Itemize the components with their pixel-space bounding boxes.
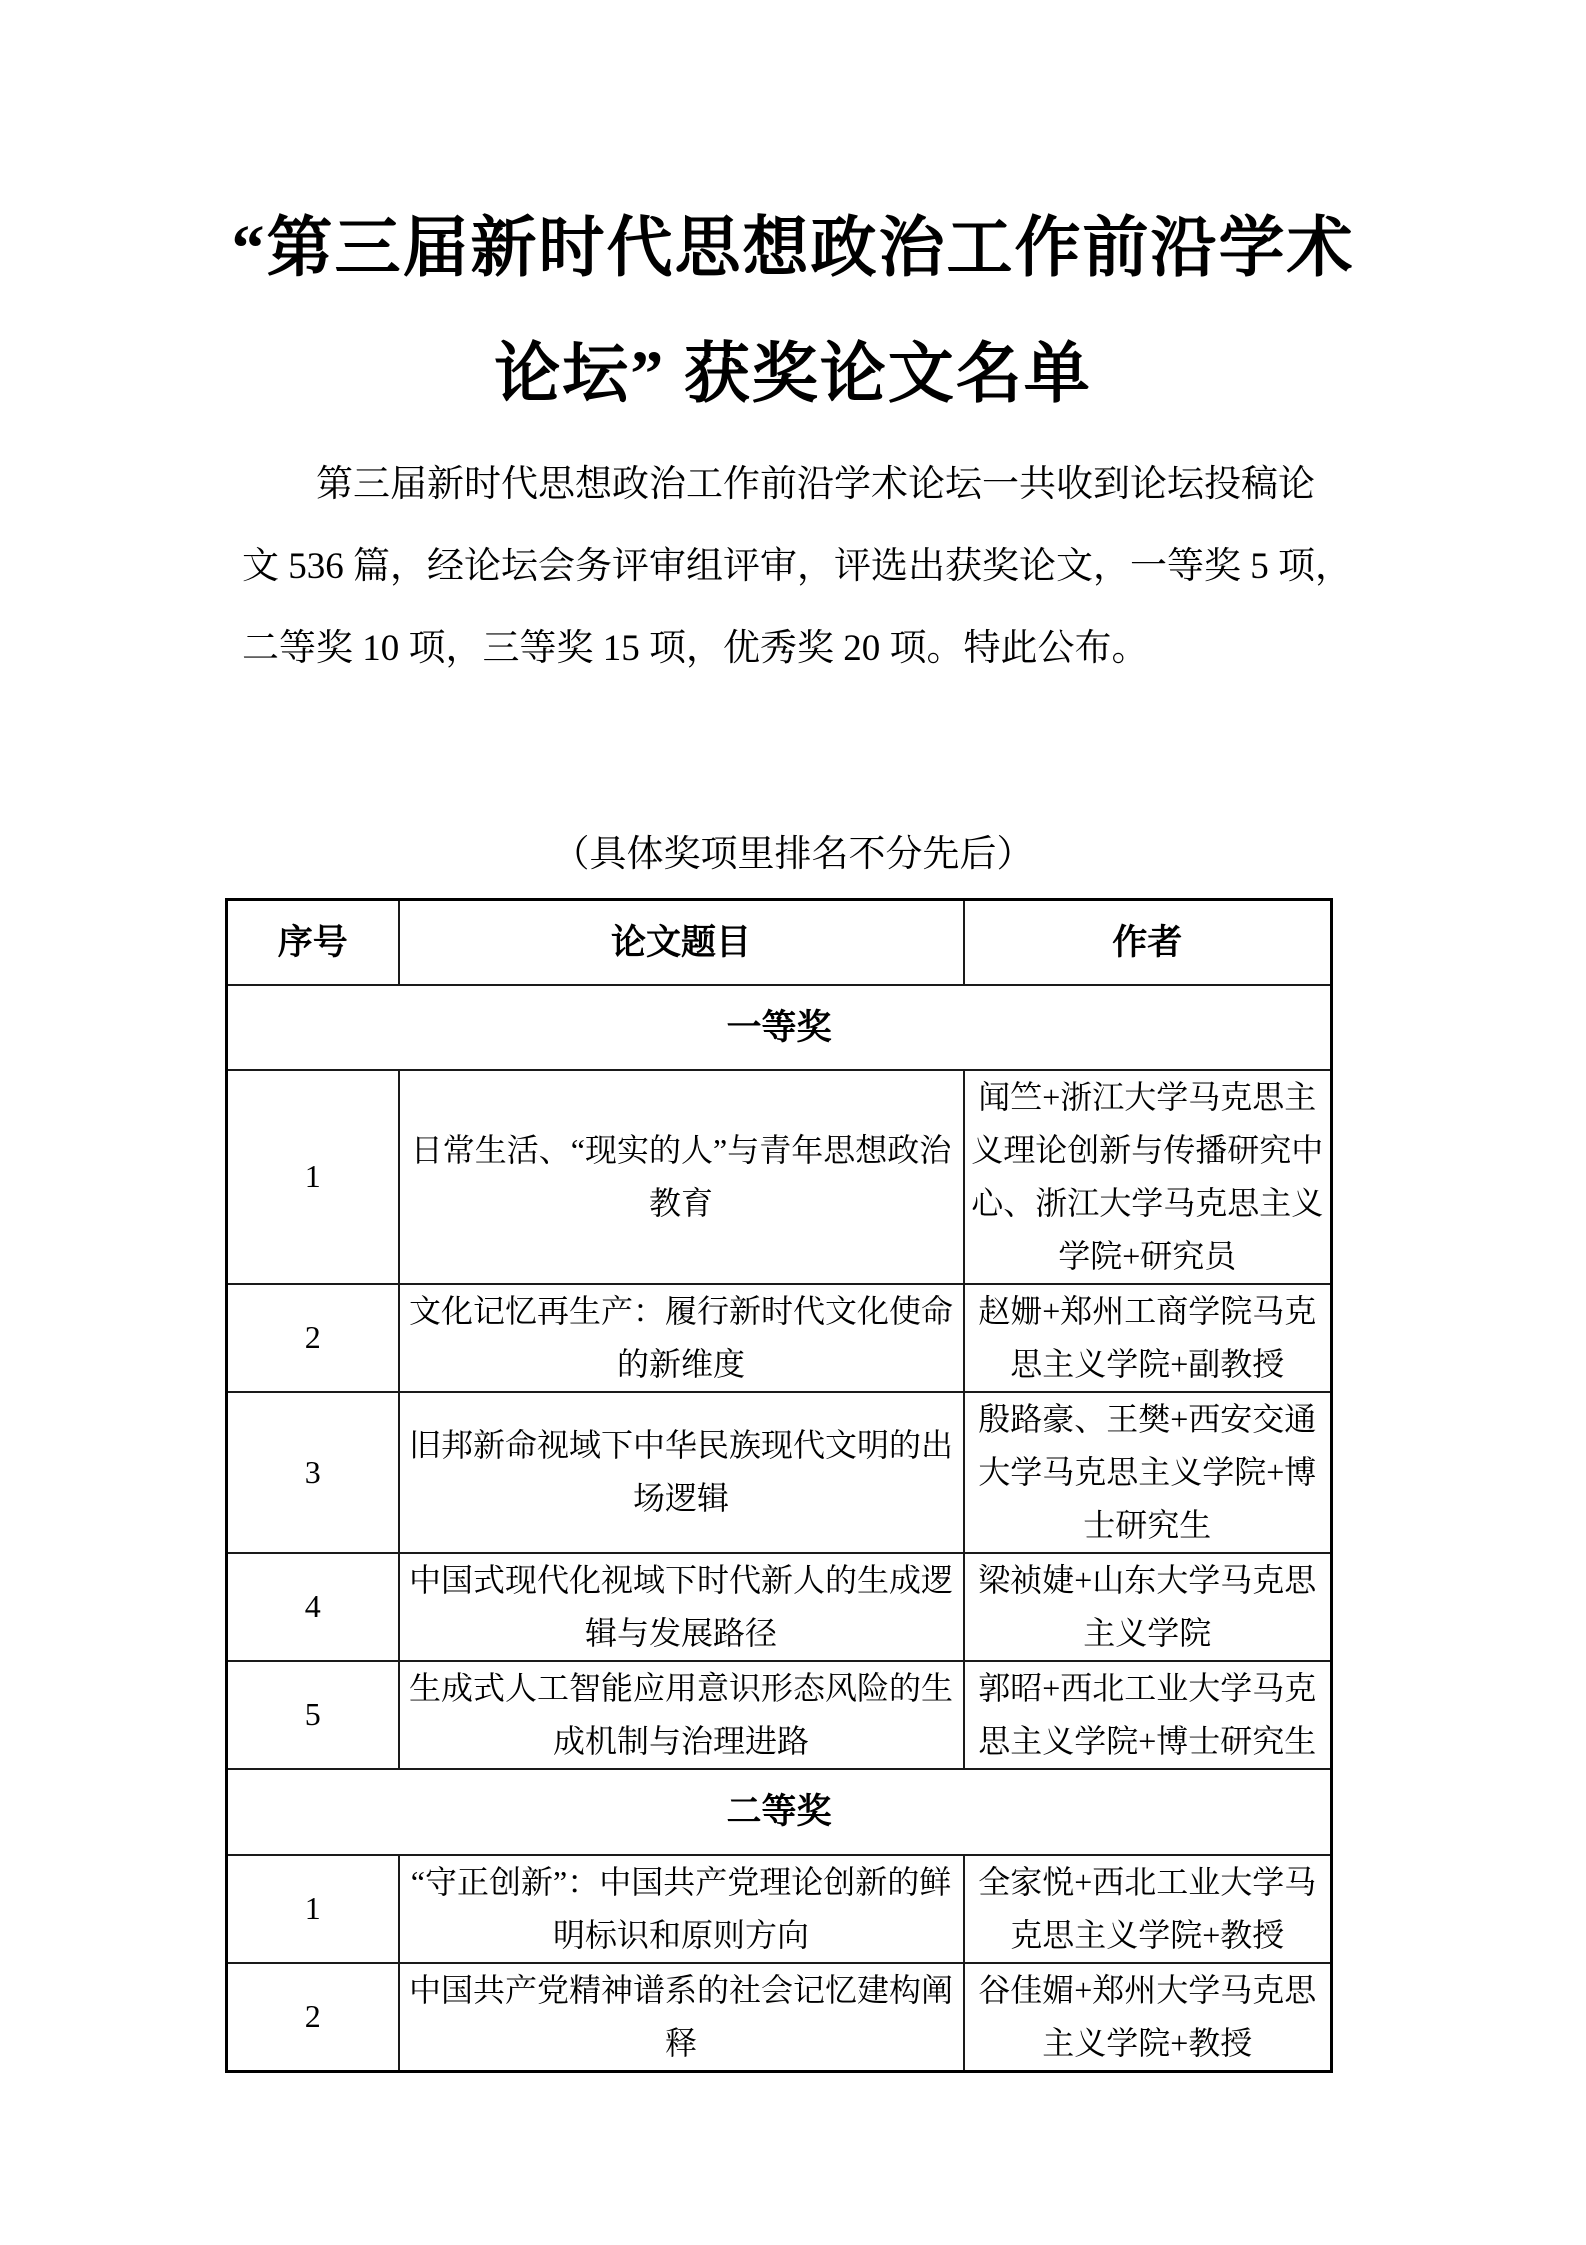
cell-title: 文化记忆再生产：履行新时代文化使命的新维度 [399, 1284, 964, 1392]
cell-title: 中国共产党精神谱系的社会记忆建构阐释 [399, 1963, 964, 2072]
cell-no: 2 [227, 1963, 399, 2072]
cell-no: 4 [227, 1553, 399, 1661]
cell-no: 3 [227, 1392, 399, 1553]
cell-author: 闻竺+浙江大学马克思主义理论创新与传播研究中心、浙江大学马克思主义学院+研究员 [964, 1070, 1332, 1284]
paper-row [227, 1284, 1332, 1392]
paper-row [227, 1070, 1332, 1284]
paper-row [227, 1661, 1332, 1769]
intro-paragraph [242, 444, 1352, 690]
cell-title: 日常生活、“现实的人”与青年思想政治教育 [399, 1070, 964, 1284]
award-section-label: 二等奖 [227, 1769, 1332, 1855]
cell-title: “守正创新”：中国共产党理论创新的鲜明标识和原则方向 [399, 1855, 964, 1963]
intro-line: 文 536 篇，经论坛会务评审组评审，评选出获奖论文，一等奖 5 项， [242, 546, 1352, 587]
cell-author: 殷路豪、王樊+西安交通大学马克思主义学院+博士研究生 [964, 1392, 1332, 1553]
cell-author: 赵姗+郑州工商学院马克思主义学院+副教授 [964, 1284, 1332, 1392]
cell-title: 生成式人工智能应用意识形态风险的生成机制与治理进路 [399, 1661, 964, 1769]
document-title [0, 0, 1586, 438]
cell-no: 1 [227, 1070, 399, 1284]
paper-row [227, 1553, 1332, 1661]
document-title-line1: “第三届新时代思想政治工作前沿学术 [231, 212, 1355, 285]
cell-title: 旧邦新命视域下中华民族现代文明的出场逻辑 [399, 1392, 964, 1553]
cell-no: 1 [227, 1855, 399, 1963]
award-paper-table [225, 898, 1333, 2073]
paper-row [227, 1392, 1332, 1553]
table-caption: （具体奖项里排名不分先后） [552, 834, 1034, 875]
table-header-row [227, 900, 1332, 985]
paper-row [227, 1855, 1332, 1963]
cell-author: 郭昭+西北工业大学马克思主义学院+博士研究生 [964, 1661, 1332, 1769]
cell-title: 中国式现代化视域下时代新人的生成逻辑与发展路径 [399, 1553, 964, 1661]
document-title-line2: 论坛” 获奖论文名单 [494, 338, 1092, 411]
paper-row [227, 1963, 1332, 2072]
cell-author: 全家悦+西北工业大学马克思主义学院+教授 [964, 1855, 1332, 1963]
cell-author: 谷佳媚+郑州大学马克思主义学院+教授 [964, 1963, 1332, 2072]
header-cell-no: 序号 [227, 900, 399, 985]
award-section-row-first-prize [227, 985, 1332, 1070]
intro-line: 二等奖 10 项，三等奖 15 项，优秀奖 20 项。特此公布。 [242, 628, 1149, 669]
header-cell-author: 作者 [964, 900, 1332, 985]
intro-line: 第三届新时代思想政治工作前沿学术论坛一共收到论坛投稿论 [316, 464, 1315, 505]
award-section-row-second-prize [227, 1769, 1332, 1855]
award-section-label: 一等奖 [227, 985, 1332, 1070]
cell-author: 梁祯婕+山东大学马克思主义学院 [964, 1553, 1332, 1661]
cell-no: 5 [227, 1661, 399, 1769]
cell-no: 2 [227, 1284, 399, 1392]
header-cell-title: 论文题目 [399, 900, 964, 985]
